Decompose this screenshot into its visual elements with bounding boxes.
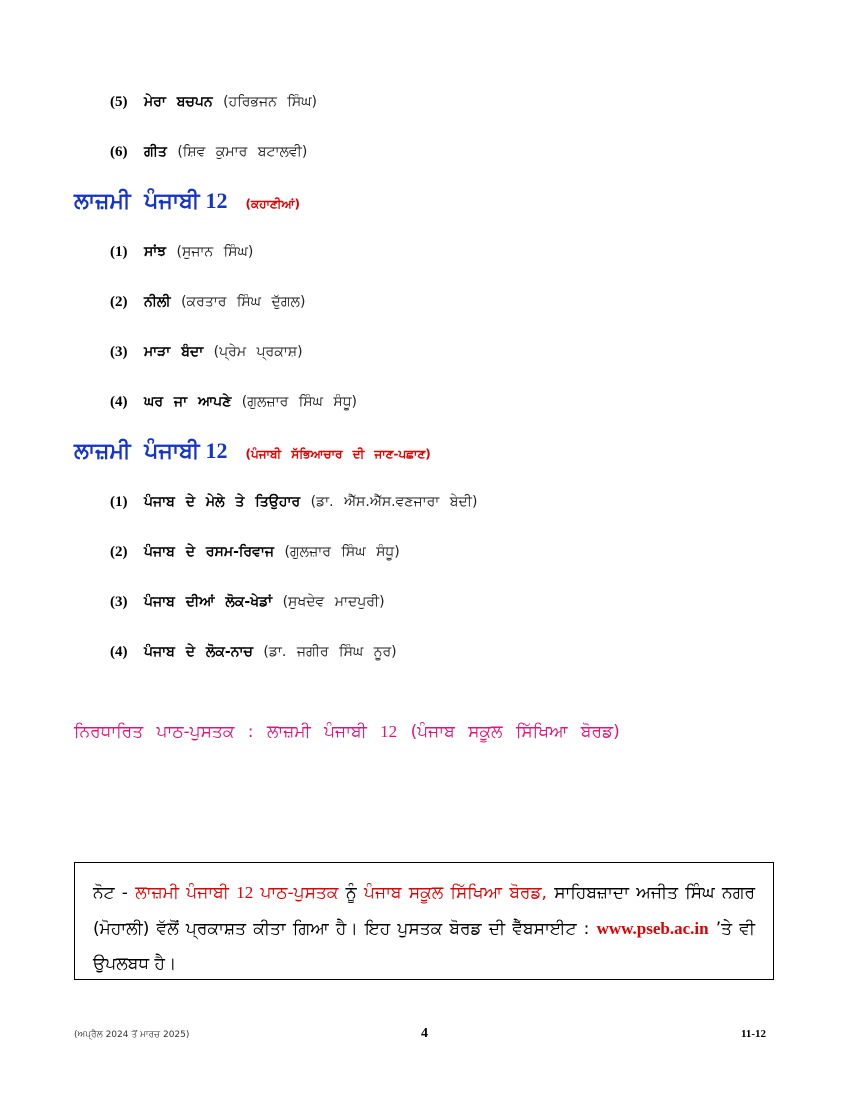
footer-class: 11-12 bbox=[741, 1028, 767, 1040]
item-author: (ਸ਼ਿਵ ਕੁਮਾਰ ਬਟਾਲਵੀ) bbox=[177, 144, 308, 160]
item-title: ਘਰ ਜਾ ਆਪਣੇ bbox=[143, 394, 232, 410]
prescribed-textbook bbox=[74, 722, 620, 742]
item-author: (ਪ੍ਰੇਮ ਪ੍ਰਕਾਸ਼) bbox=[213, 344, 303, 360]
item-number: (2) bbox=[110, 294, 128, 310]
item-number: (3) bbox=[110, 344, 128, 360]
list-item bbox=[110, 544, 400, 561]
section-subtitle: (ਕਹਾਣੀਆਂ) bbox=[245, 197, 300, 211]
prescribed-publisher: (ਪੰਜਾਬ ਸਕੂਲ ਸਿੱਖਿਆ ਬੋਰਡ) bbox=[410, 722, 620, 742]
item-number: (2) bbox=[110, 544, 128, 560]
note-board: ਪੰਜਾਬ ਸਕੂਲ ਸਿੱਖਿਆ ਬੋਰਡ, bbox=[364, 883, 547, 903]
footer-session: (ਅਪ੍ਰੈਲ 2024 ਤੋਂ ਮਾਰਚ 2025) bbox=[74, 1030, 190, 1040]
page-number: 4 bbox=[421, 1026, 428, 1041]
item-author: (ਡਾ. ਜਗੀਰ ਸਿੰਘ ਨੂਰ) bbox=[263, 644, 397, 660]
note-text-end: ’ਤੇ ਵੀ ਉਪਲਬਧ ਹੈ। bbox=[93, 919, 755, 974]
item-title: ਗੀਤ bbox=[143, 144, 167, 160]
note-prefix: ਨੋਟ - bbox=[93, 883, 128, 903]
item-number: (5) bbox=[110, 94, 128, 110]
website-link[interactable]: www.pseb.ac.in bbox=[596, 919, 709, 938]
list-item bbox=[110, 344, 303, 361]
item-author: (ਡਾ. ਐੱਸ.ਐੱਸ.ਵਣਜਾਰਾ ਬੇਦੀ) bbox=[310, 494, 478, 510]
list-item bbox=[110, 494, 477, 511]
item-title: ਮਾੜਾ ਬੰਦਾ bbox=[143, 344, 204, 360]
item-author: (ਗੁਲਜ਼ਾਰ ਸਿੰਘ ਸੰਧੂ) bbox=[284, 544, 400, 560]
section-heading-culture bbox=[74, 438, 431, 464]
item-title: ਸਾਂਝ bbox=[143, 244, 167, 260]
section-heading-stories bbox=[74, 188, 300, 214]
item-title: ਨੀਲੀ bbox=[143, 294, 171, 310]
item-number: (4) bbox=[110, 644, 128, 660]
note-connector: ਨੂੰ bbox=[345, 883, 357, 903]
section-number: 12 bbox=[205, 188, 228, 213]
item-author: (ਸੁਜਾਨ ਸਿੰਘ) bbox=[176, 244, 254, 260]
item-author: (ਗੁਲਜ਼ਾਰ ਸਿੰਘ ਸੰਧੂ) bbox=[241, 394, 358, 410]
item-author: (ਸੁਖਦੇਵ ਮਾਦਪੁਰੀ) bbox=[282, 594, 385, 610]
note-text: ਸਾਹਿਬਜ਼ਾਦਾ ਅਜੀਤ ਸਿੰਘ ਨਗਰ (ਮੋਹਾਲੀ) ਵੱਲੋਂ ਪ੍ਰਕਾਸ਼ਤ ਕੀਤਾ ਗਿਆ ਹੈ। ਇਹ ਪੁਸਤਕ ਬੋਰਡ ਦੀ ਵੈੱਬਸਾਈਟ : bbox=[93, 883, 755, 939]
section-subtitle: (ਪੰਜਾਬੀ ਸੱਭਿਆਚਾਰ ਦੀ ਜਾਣ-ਪਛਾਣ) bbox=[245, 447, 431, 461]
note-box bbox=[74, 862, 774, 980]
item-number: (1) bbox=[110, 244, 128, 260]
prescribed-label: ਨਿਰਧਾਰਿਤ ਪਾਠ-ਪੁਸਤਕ : bbox=[74, 722, 254, 742]
section-number: 12 bbox=[205, 438, 228, 463]
item-title: ਮੇਰਾ ਬਚਪਨ bbox=[143, 94, 213, 110]
item-author: (ਹਰਿਭਜਨ ਸਿੰਘ) bbox=[223, 94, 318, 110]
item-title: ਪੰਜਾਬ ਦੇ ਲੋਕ-ਨਾਚ bbox=[143, 644, 253, 660]
item-title: ਪੰਜਾਬ ਦੇ ਰਸਮ-ਰਿਵਾਜ bbox=[143, 544, 275, 560]
prescribed-number: 12 bbox=[380, 722, 398, 741]
item-title: ਪੰਜਾਬ ਦੀਆਂ ਲੋਕ-ਖੇਡਾਂ bbox=[143, 594, 273, 610]
list-item bbox=[110, 394, 357, 411]
note-number: 12 bbox=[236, 883, 254, 902]
item-number: (6) bbox=[110, 144, 128, 160]
list-item bbox=[110, 244, 253, 261]
section-title: ਲਾਜ਼ਮੀ ਪੰਜਾਬੀ bbox=[74, 439, 200, 464]
section-title: ਲਾਜ਼ਮੀ ਪੰਜਾਬੀ bbox=[74, 189, 200, 214]
list-item bbox=[110, 644, 397, 661]
item-number: (4) bbox=[110, 394, 128, 410]
item-author: (ਕਰਤਾਰ ਸਿੰਘ ਦੁੱਗਲ) bbox=[181, 294, 306, 310]
list-item bbox=[110, 94, 317, 111]
list-item bbox=[110, 294, 305, 311]
list-item bbox=[110, 144, 307, 161]
list-item bbox=[110, 594, 385, 611]
note-book-suffix: ਪਾਠ-ਪੁਸਤਕ bbox=[260, 883, 339, 903]
prescribed-book: ਲਾਜ਼ਮੀ ਪੰਜਾਬੀ bbox=[266, 722, 367, 742]
note-book: ਲਾਜ਼ਮੀ ਪੰਜਾਬੀ bbox=[135, 883, 229, 903]
item-number: (3) bbox=[110, 594, 128, 610]
item-number: (1) bbox=[110, 494, 128, 510]
item-title: ਪੰਜਾਬ ਦੇ ਮੇਲੇ ਤੇ ਤਿਉਹਾਰ bbox=[143, 494, 301, 510]
